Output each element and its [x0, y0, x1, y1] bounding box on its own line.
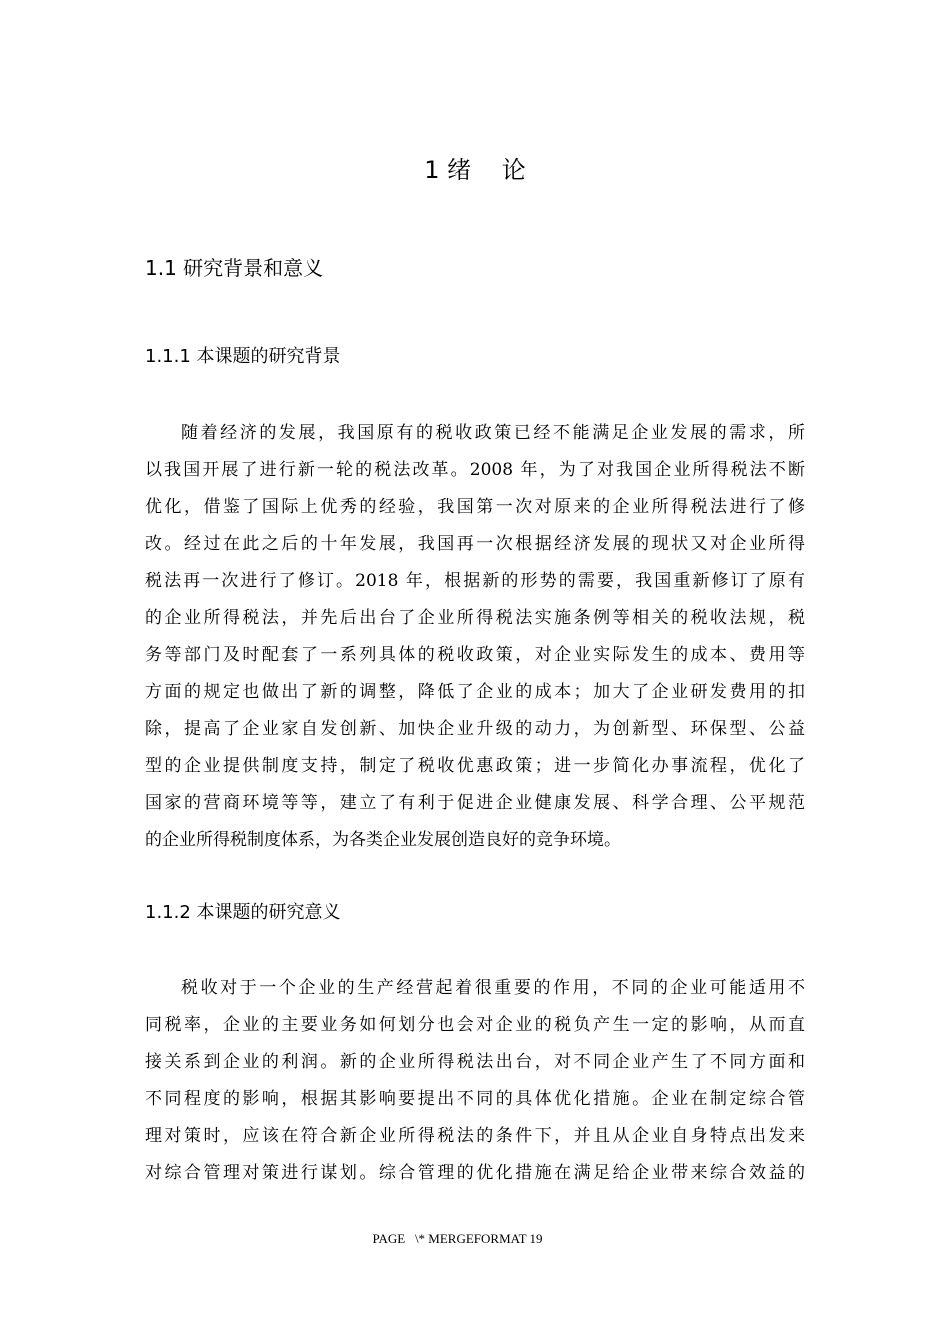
paragraph-background [145, 415, 805, 859]
paragraph-line: 的企业所得税制度体系，为各类企业发展创造良好的竞争环境。 [145, 830, 621, 850]
paragraph-line: 务等部门及时配套了一系列具体的税收政策，对企业实际发生的成本、费用等 [145, 645, 805, 665]
paragraph-line: 的企业所得税法，并先后出台了企业所得税法实施条例等相关的税收法规，税 [145, 608, 805, 628]
paragraph-line: 同税率，企业的主要业务如何划分也会对企业的税负产生一定的影响，从而直 [145, 1015, 805, 1035]
paragraph-line: 改。经过在此之后的十年发展，我国再一次根据经济发展的现状又对企业所得 [145, 534, 805, 554]
paragraph-line: 国家的营商环境等等，建立了有利于促进企业健康发展、科学合理、公平规范 [145, 793, 805, 813]
section-heading: 1.1 研究背景和意义 [145, 256, 324, 280]
paragraph-line: 税法再一次进行了修订。2018 年，根据新的形势的需要，我国重新修订了原有 [145, 571, 805, 591]
paragraph-line: 不同程度的影响，根据其影响要提出不同的具体优化措施。企业在制定综合管 [145, 1089, 805, 1109]
paragraph-line: 税收对于一个企业的生产经营起着很重要的作用，不同的企业可能适用不 [181, 978, 805, 998]
paragraph-line: 以我国开展了进行新一轮的税法改革。2008 年，为了对我国企业所得税法不断 [145, 460, 805, 480]
subsection-heading-significance: 1.1.2 本课题的研究意义 [145, 902, 341, 923]
paragraph-significance [145, 970, 805, 1192]
paragraph-line: 随着经济的发展，我国原有的税收政策已经不能满足企业发展的需求，所 [181, 423, 805, 443]
paragraph-line: 型的企业提供制度支持，制定了税收优惠政策；进一步简化办事流程，优化了 [145, 756, 805, 776]
page-footer: PAGE \* MERGEFORMAT 19 [372, 1231, 543, 1246]
chapter-title: 1 绪 论 [424, 156, 526, 184]
paragraph-line: 接关系到企业的利润。新的企业所得税法出台，对不同企业产生了不同方面和 [145, 1052, 805, 1072]
paragraph-line: 优化，借鉴了国际上优秀的经验，我国第一次对原来的企业所得税法进行了修 [145, 497, 805, 517]
paragraph-line: 理对策时，应该在符合新企业所得税法的条件下，并且从企业自身特点出发来 [145, 1126, 805, 1146]
subsection-heading-background: 1.1.1 本课题的研究背景 [145, 346, 341, 367]
paragraph-line: 方面的规定也做出了新的调整，降低了企业的成本；加大了企业研发费用的扣 [145, 682, 805, 702]
paragraph-line: 对综合管理对策进行谋划。综合管理的优化措施在满足给企业带来综合效益的 [145, 1163, 805, 1183]
paragraph-line: 除，提高了企业家自发创新、加快企业升级的动力，为创新型、环保型、公益 [145, 719, 805, 739]
